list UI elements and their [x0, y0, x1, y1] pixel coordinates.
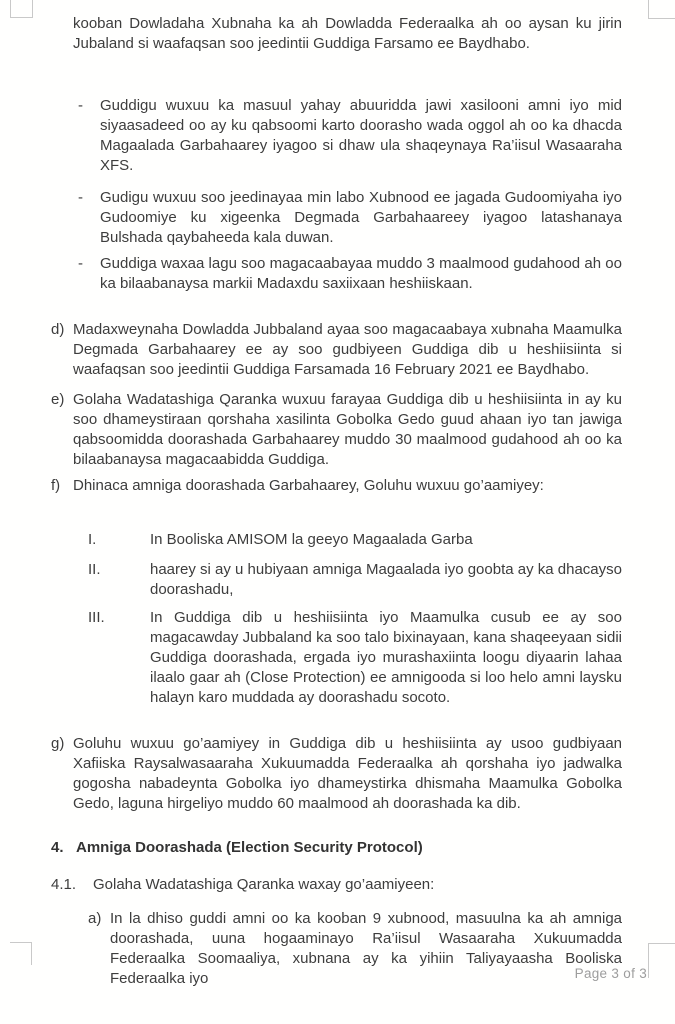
- lettered-item-f: [51, 476, 622, 496]
- subsection-text: Golaha Wadatashiga Qaranka waxay go’aamiyeen:: [93, 876, 435, 893]
- lettered-item-d: [51, 320, 622, 380]
- lettered-item-g: [51, 734, 622, 814]
- item-text: Goluhu wuxuu go’aamiyey in Guddiga dib u heshiisiinta ay usoo gudbiyaan Xafiiska Raysalwasaaraha Xukuumadda Federaalka ah qorshaha iyo jadwalka gogosha nabadeynta Gobolka iyo dhameystirka dhismaha Maamulka Gobolka Gedo, laguna hirgeliyo muddo 60 maalmood ah doorashada ka dib.: [73, 735, 622, 812]
- bullet-dash-marker: -: [78, 97, 83, 114]
- bullet-dash-marker: -: [78, 255, 83, 272]
- subsection-4-1: [51, 875, 622, 895]
- item-label: f): [51, 477, 61, 494]
- bullet-text: Gudigu wuxuu soo jeedinayaa min labo Xubnood ee jagada Gudoomiyaha iyo Gudoomiye ku xigeenka Degmada Garbahaareey iyagoo latashanaya Bulshada qaybaheeda kala duwan.: [100, 189, 622, 246]
- lettered-item-e: [51, 390, 622, 470]
- subsection-number: 4.1.: [51, 876, 77, 893]
- page-number: Page 3 of 3: [574, 966, 647, 981]
- item-label: d): [51, 321, 65, 338]
- item-text: Golaha Wadatashiga Qaranka wuxuu farayaa Guddiga dib u heshiisiinta in ay ku soo dhameystiraan qorshaha xasilinta Gobolka Gedo guud ahaan iyo tan jawiga qabsoomidda doorashada Garbahaarey muddo 30 maalmood gudahood ah oo ka bilaabanaysa magacaabidda Guddiga.: [73, 391, 622, 468]
- section-title: Amniga Doorashada (Election Security Protocol): [76, 839, 423, 856]
- item-label: e): [51, 391, 65, 408]
- scan-corner-mark-top-left: [10, 0, 33, 18]
- bullet-item: [78, 96, 622, 176]
- roman-item-iii: [88, 608, 622, 708]
- item-text: Dhinaca amniga doorashada Garbahaarey, Goluhu wuxuu go’aamiyey:: [73, 477, 544, 494]
- lettered-item-a: [88, 909, 622, 989]
- scan-corner-mark-bottom-right: [648, 943, 675, 978]
- item-text: Madaxweynaha Dowladda Jubbaland ayaa soo magacaabaya xubnaha Maamulka Degmada Garbahaarey ee ay soo gudbiyeen Guddiga dib u heshiisiinta si waafaqsan soo jeedintii Guddiga Farsamada 16 February 2021 ee Baydhabo.: [73, 321, 622, 378]
- item-text: In la dhiso guddi amni oo ka kooban 9 xubnood, masuulna ka ah amniga doorashada, uuna hogaaminayo Ra’iisul Wasaaraha Xukuumadda Federaalka Soomaaliya, xubnana ay ka yihiin Taliyayaasha Booliska Federaalka iyo: [110, 910, 622, 987]
- item-label: g): [51, 735, 65, 752]
- bullet-item: [78, 254, 622, 294]
- roman-numeral-label: II.: [88, 561, 101, 578]
- roman-item-text: In Booliska AMISOM la geeyo Magaalada Garba: [150, 531, 473, 548]
- roman-item-text: haarey si ay u hubiyaan amniga Magaalada iyo goobta ay ka dhacayso doorashadu,: [150, 561, 622, 598]
- bullet-text: Guddiga waxaa lagu soo magacaabayaa muddo 3 maalmood gudahood ah oo ka bilaabanaysa markii Madaxdu saxiixaan heshiiskaan.: [100, 255, 622, 292]
- paragraph-continuation: kooban Dowladaha Xubnaha ka ah Dowladda Federaalka ah oo aysan ku jirin Jubaland si waafaqsan soo jeedintii Guddiga Farsamo ee Baydhabo.: [73, 15, 622, 52]
- scan-corner-mark-top-right: [648, 0, 675, 19]
- bullet-item: [78, 188, 622, 248]
- item-label: a): [88, 910, 102, 927]
- roman-item-ii: [88, 560, 622, 600]
- roman-numeral-label: III.: [88, 609, 105, 626]
- roman-item-i: [88, 530, 622, 550]
- scan-corner-mark-bottom-left: [10, 942, 32, 965]
- section-number: 4.: [51, 839, 64, 856]
- document-content: [51, 14, 622, 989]
- bullet-dash-marker: -: [78, 189, 83, 206]
- roman-item-text: In Guddiga dib u heshiisiinta iyo Maamulka cusub ee ay soo magacawday Jubbaland ka soo talo bixinayaan, kana shaqeeyaan sidii Guddiga doorashada, ergada iyo murashaxiinta loogu diyaarin lahaa ilaalo gaar ah (Close Protection) ee amnigooda si loo helo amni laysku halayn karo muddada ay doorashadu socoto.: [150, 609, 622, 706]
- section-heading-4: [51, 838, 622, 858]
- roman-numeral-label: I.: [88, 531, 97, 548]
- bullet-text: Guddigu wuxuu ka masuul yahay abuuridda jawi xasilooni amni iyo mid siyaasadeed oo ay ku qabsoomi karto doorasho wada oggol ah oo ka dhacda Magaalada Garbahaarey iyagoo si dhaw ula shaqeynaya Ra’iisul Wasaaraha XFS.: [100, 97, 622, 174]
